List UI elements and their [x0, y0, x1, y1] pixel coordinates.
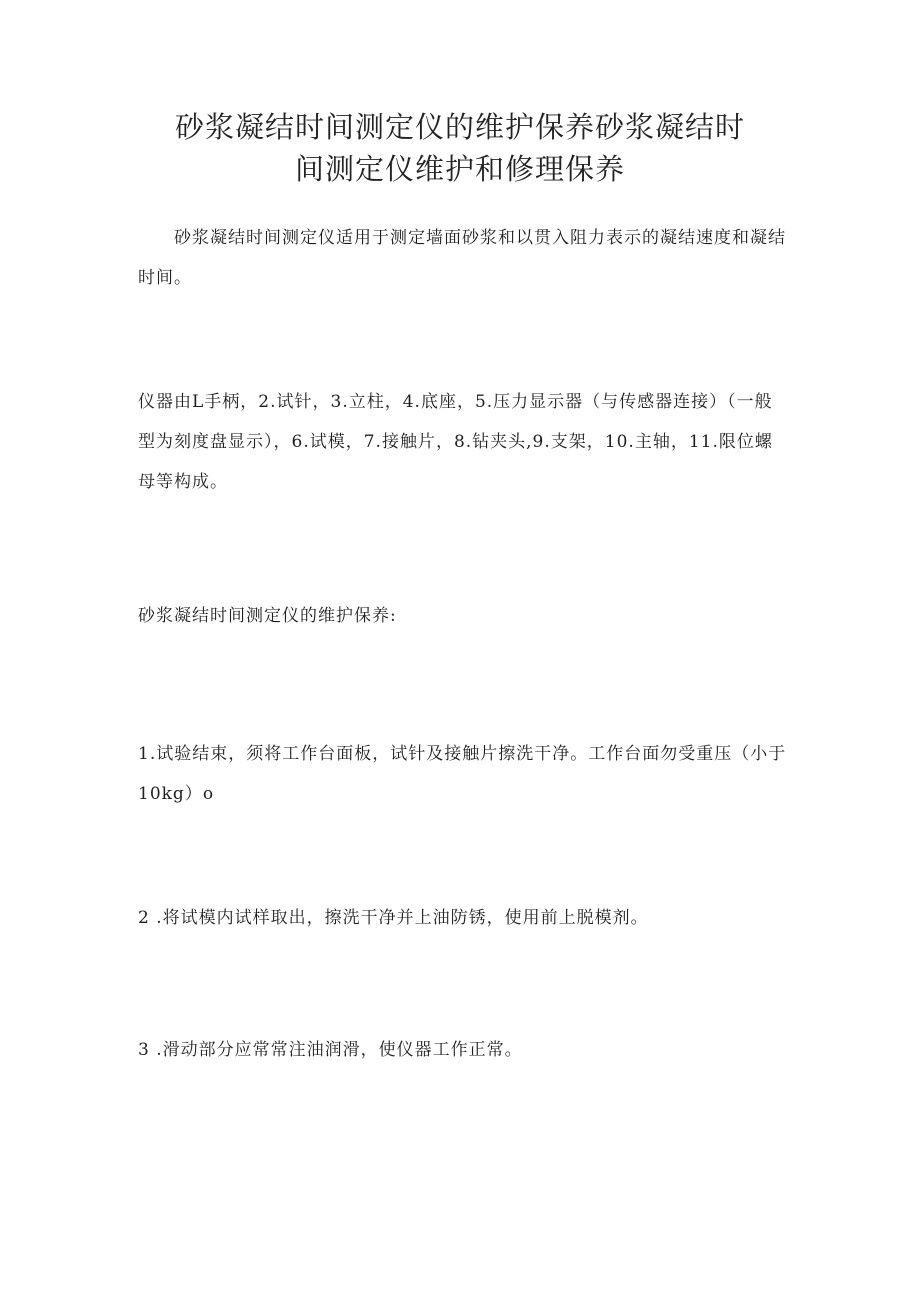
parts-paragraph: 仪器由L手柄，2.试针，3.立柱，4.底座，5.压力显示器（与传感器连接）（一般型为刻度盘显示），6.试模，7.接触片，8.钻夹头,9.支架，10.主轴，11.限位螺母等构成。	[138, 392, 773, 492]
document-title-line-1: 砂浆凝结时间测定仪的维护保养砂浆凝结时	[174, 110, 745, 144]
document-title-line-2: 间测定仪维护和修理保养	[294, 152, 625, 186]
maintenance-item-1: 1.试验结束，须将工作台面板，试针及接触片擦洗干净。工作台面勿受重压（小于10kg）o	[138, 744, 787, 804]
maintenance-item-2: 2 .将试模内试样取出，擦洗干净并上油防锈，使用前上脱模剂。	[138, 908, 649, 928]
maintenance-item-3: 3 .滑动部分应常常注油润滑，使仪器工作正常。	[138, 1040, 523, 1060]
intro-paragraph: 砂浆凝结时间测定仪适用于测定墙面砂浆和以贯入阻力表示的凝结速度和凝结时间。	[138, 228, 786, 288]
maintenance-heading: 砂浆凝结时间测定仪的维护保养:	[138, 606, 397, 626]
